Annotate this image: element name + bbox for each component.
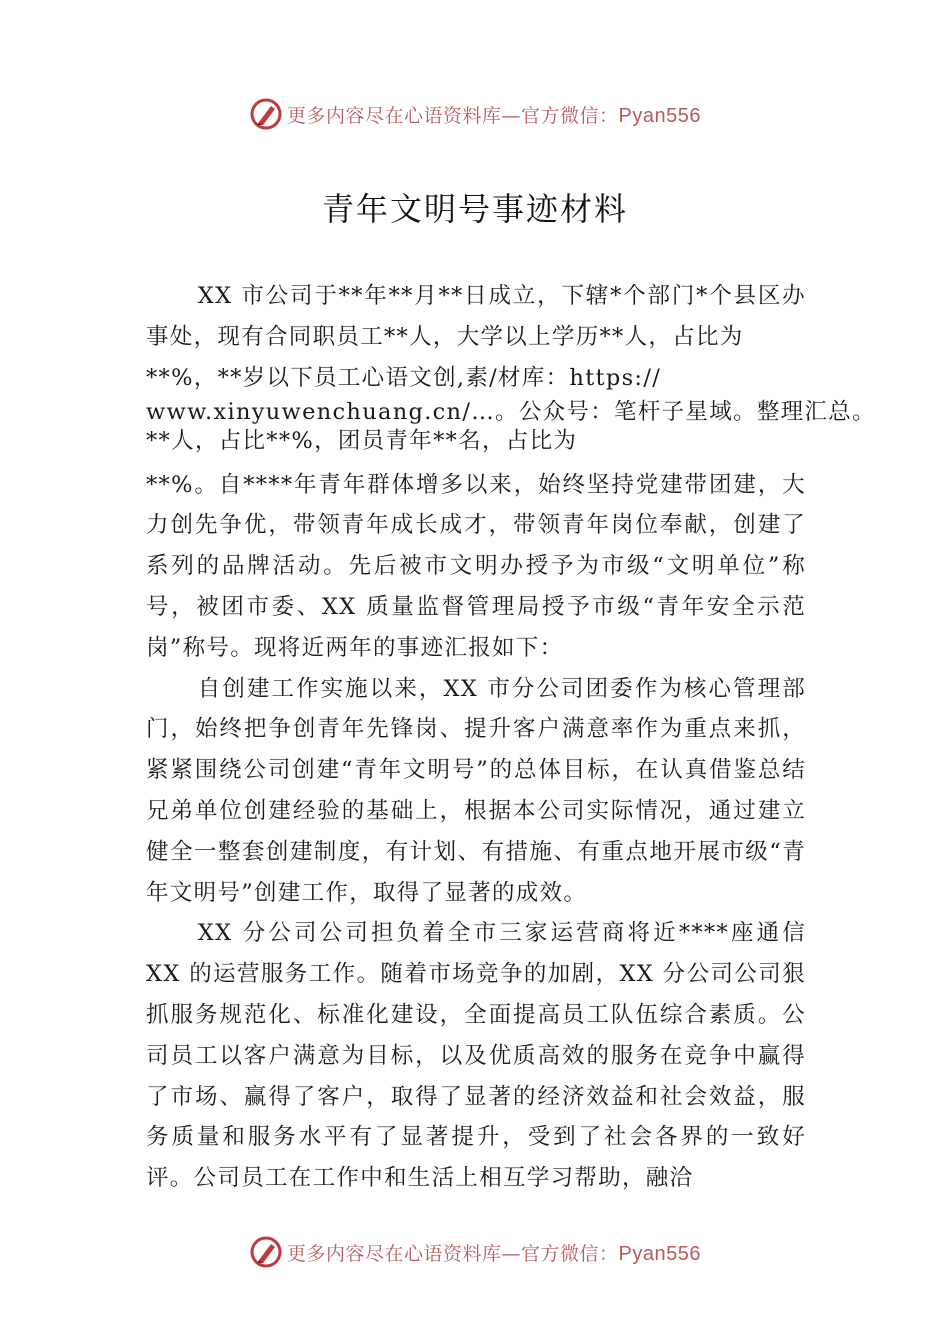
document-title: 青年文明号事迹材料	[321, 190, 628, 228]
paragraph-line: **%，**岁以下员工心语文创,素/材库：https://	[146, 364, 662, 391]
footer-watermark-banner	[0, 1232, 950, 1272]
header-watermark-banner	[0, 94, 950, 134]
document-body	[146, 276, 876, 1199]
pen-logo-icon	[249, 97, 283, 131]
watermark-text: 更多内容尽在心语资料库—官方微信：Pyan556	[287, 104, 701, 127]
paragraph-line: **人，占比**%，团员青年**名，占比为	[146, 427, 578, 454]
watermark-text: 更多内容尽在心语资料库—官方微信：Pyan556	[287, 1242, 701, 1265]
paragraph: XX 分公司公司担负着全市三家运营商将近****座通信 XX 的运营服务工作。随着市场竞争的加剧，XX 分公司公司狠抓服务规范化、标准化建设，全面提高员工队伍综合素质。公司员工以客户满意为目标，以及优质高效的服务在竞争中赢得了市场、赢得了客户，取得了显著的经济效益和社会效益，服务质量和服务水平有了显著提升，受到了社会各界的一致好评。公司员工在工作中和生活上相互学习帮助，融洽	[146, 920, 806, 1192]
paragraph: **%。自****年青年群体增多以来，始终坚持党建带团建，大力创先争优，带领青年成长成才，带领青年岗位奉献，创建了系列的品牌活动。先后被市文明办授予为市级“文明单位”称号，被团市委、XX 质量监督管理局授予市级“青年安全示范岗”称号。现将近两年的事迹汇报如下：	[146, 471, 806, 661]
paragraph: 自创建工作实施以来，XX 市分公司团委作为核心管理部门，始终把争创青年先锋岗、提升客户满意率作为重点来抓，紧紧围绕公司创建“青年文明号”的总体目标，在认真借鉴总结兄弟单位创建经验的基础上，根据本公司实际情况，通过建立健全一整套创建制度，有计划、有措施、有重点地开展市级“青年文明号”创建工作，取得了显著的成效。	[146, 675, 806, 906]
paragraph-line: www.xinyuwenchuang.cn/…。公众号：笔杆子星域。整理汇总。	[146, 398, 876, 425]
paragraph: XX 市公司于**年**月**日成立，下辖*个部门*个县区办事处，现有合同职员工**人，大学以上学历**人，占比为	[146, 283, 806, 350]
pen-logo-icon	[249, 1235, 283, 1269]
